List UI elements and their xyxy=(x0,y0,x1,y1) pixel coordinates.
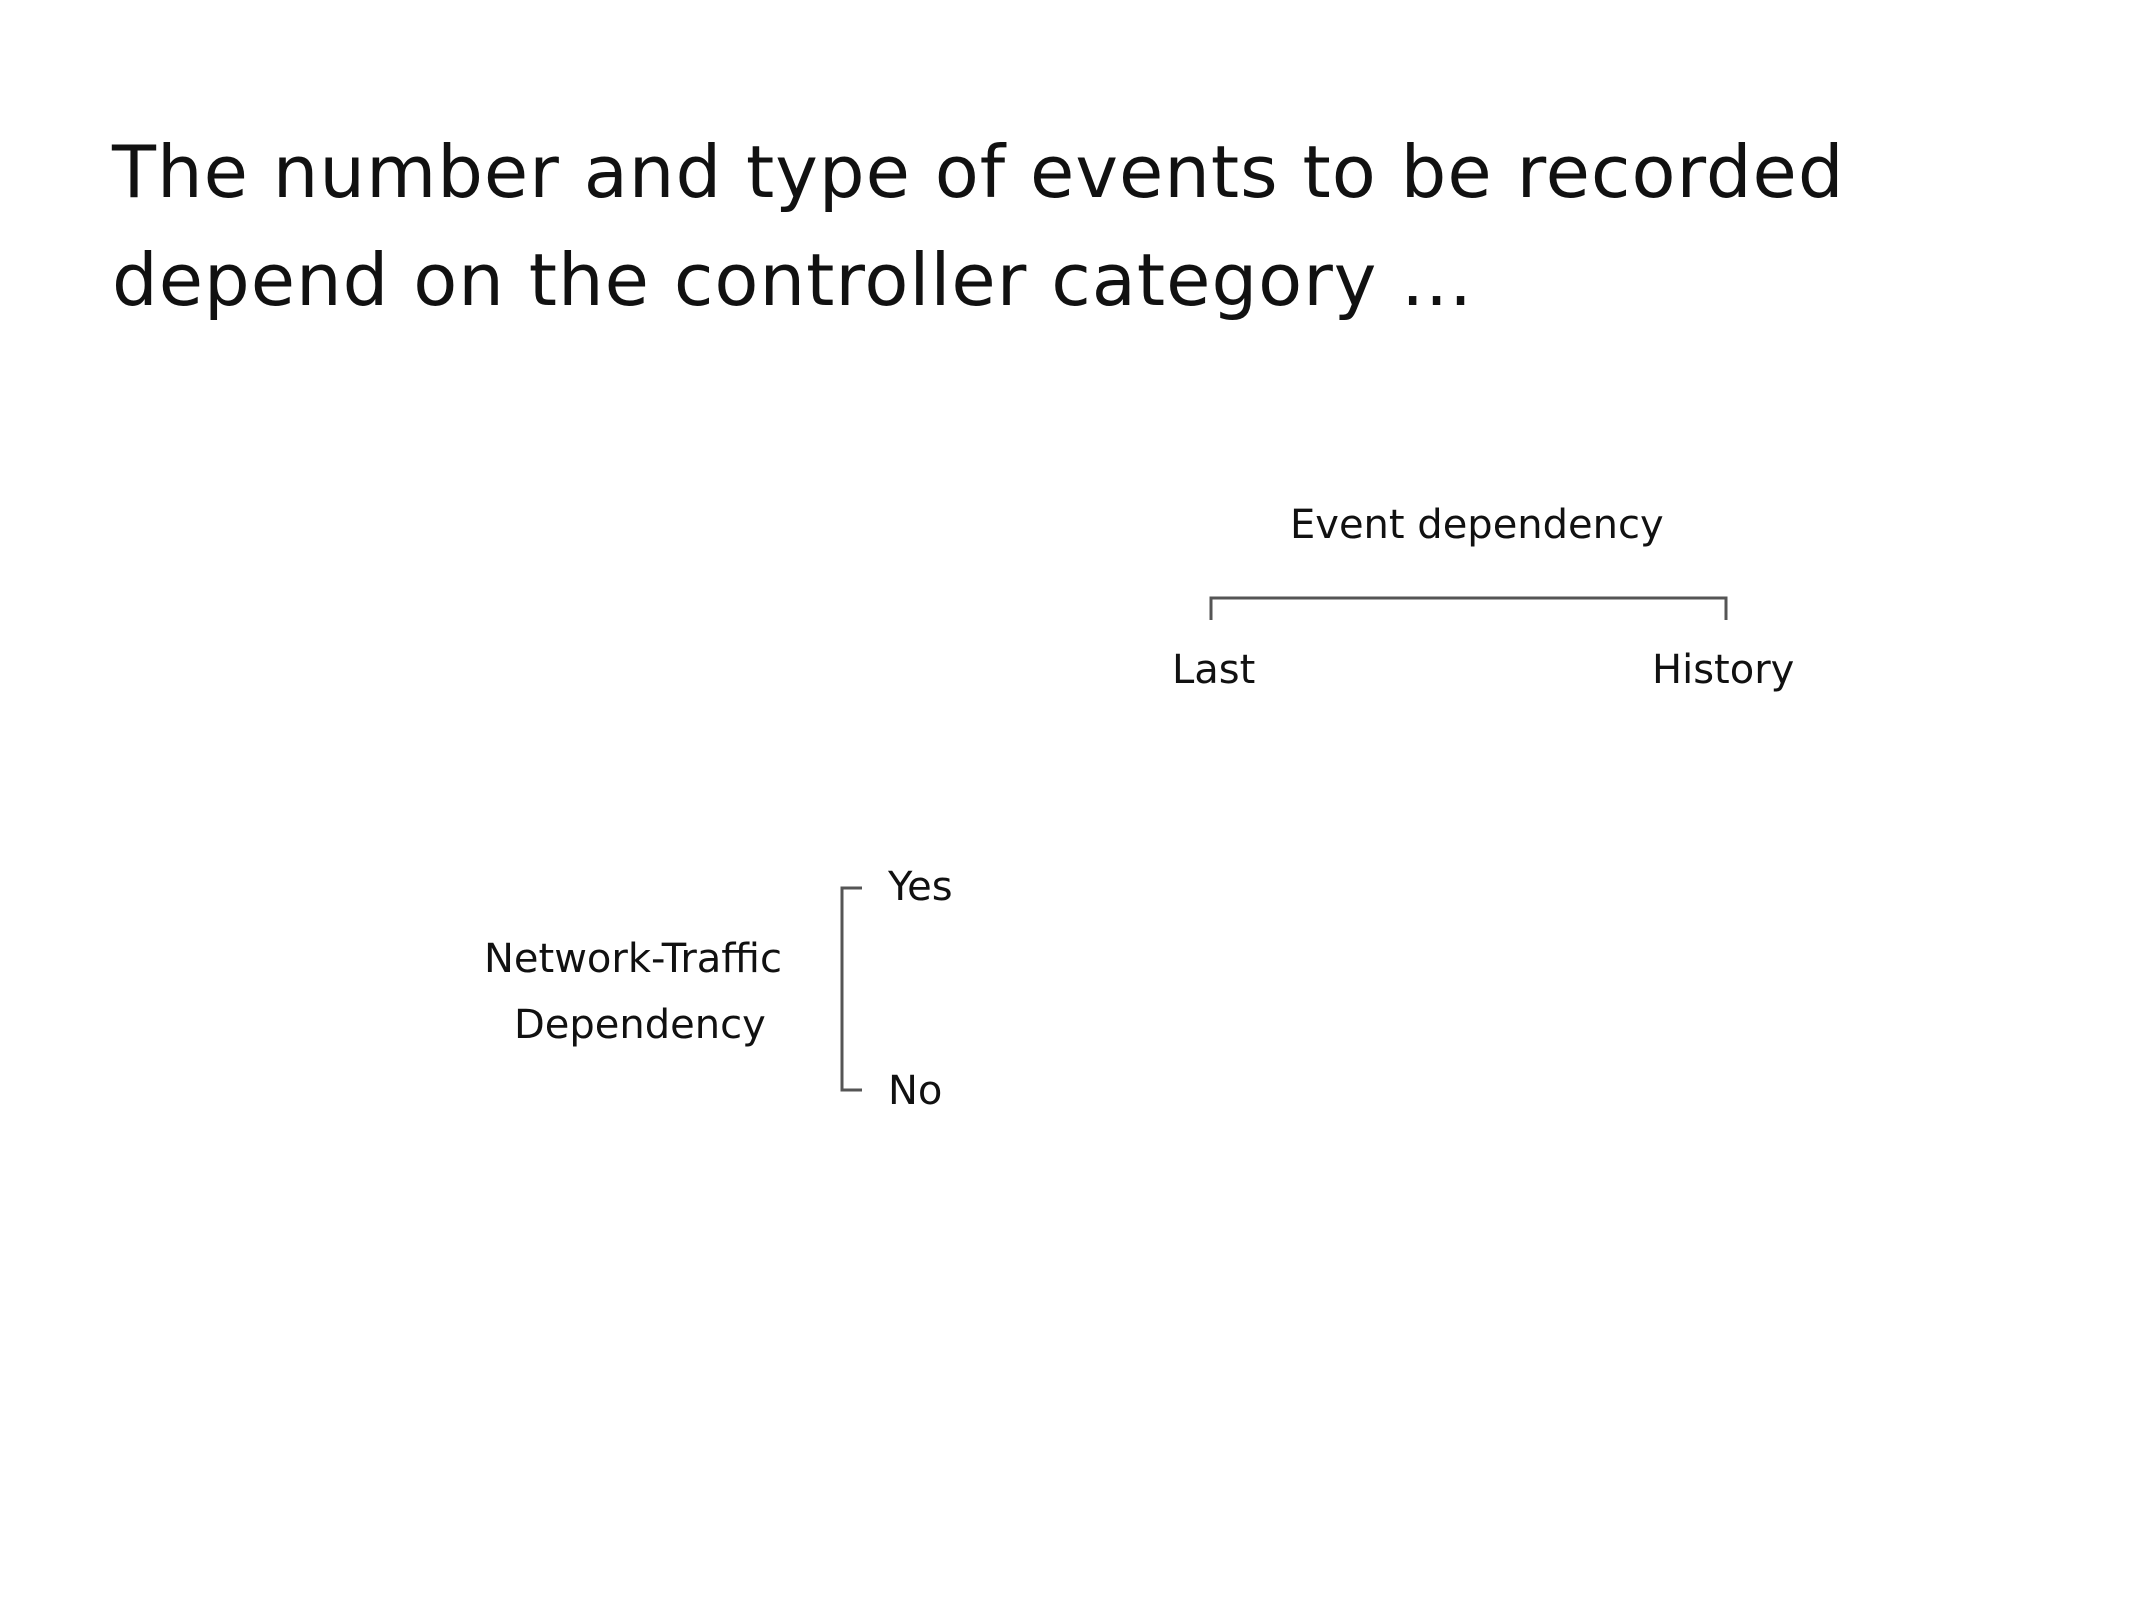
network-traffic-bracket xyxy=(842,888,862,1090)
title-line-1: The number and type of events to be recorded xyxy=(112,130,1845,214)
network-traffic-heading-line-1: Network-Traffic xyxy=(484,936,782,982)
network-traffic-option-no: No xyxy=(888,1068,943,1114)
event-dependency-heading: Event dependency xyxy=(1290,502,1664,548)
event-dependency-option-last: Last xyxy=(1172,647,1256,693)
network-traffic-heading-line-2: Dependency xyxy=(514,1002,766,1048)
network-traffic-option-yes: Yes xyxy=(888,864,953,910)
event-dependency-option-history: History xyxy=(1652,647,1795,693)
event-dependency-bracket xyxy=(1211,598,1726,620)
title-line-2: depend on the controller category ... xyxy=(112,238,1473,322)
